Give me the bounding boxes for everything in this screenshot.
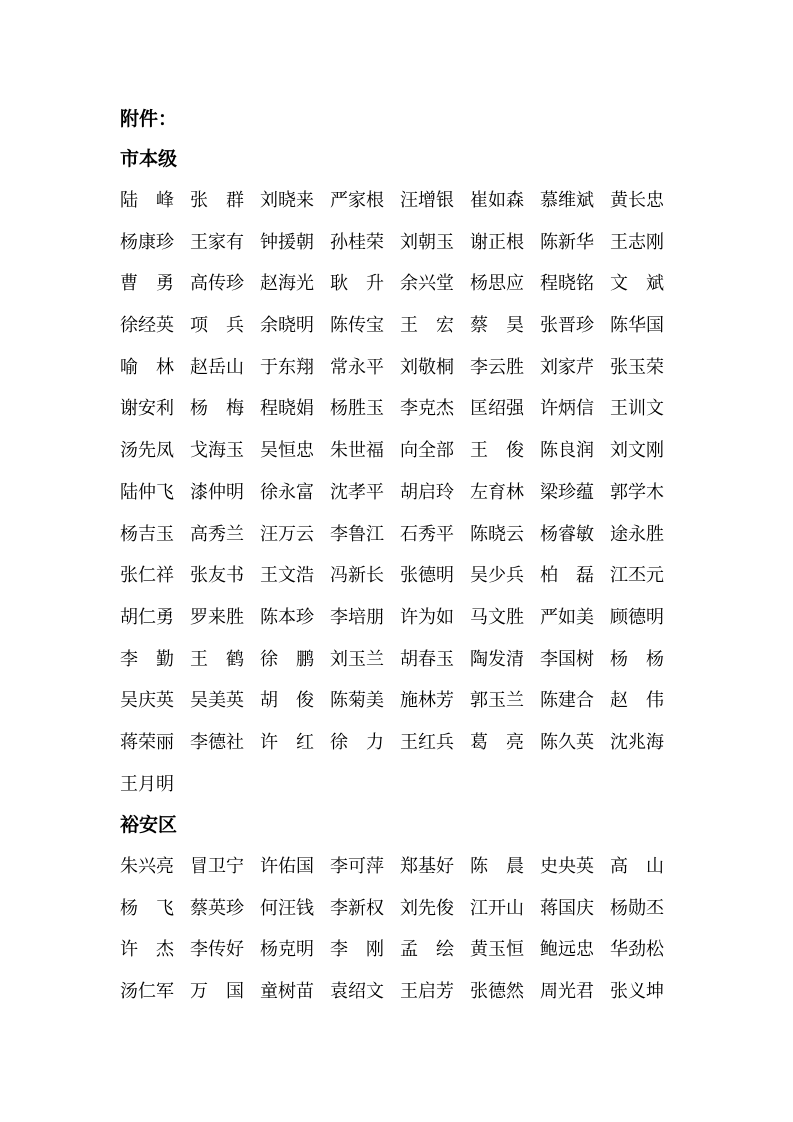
person-name: 张玉荣 <box>610 356 664 378</box>
person-name: 徐永富 <box>260 481 314 503</box>
person-name: 杨胜玉 <box>330 398 384 420</box>
person-name: 匡绍强 <box>470 398 524 420</box>
person-name: 程晓娟 <box>260 398 314 420</box>
person-name: 胡启玲 <box>400 481 454 503</box>
person-name: 李鲁江 <box>330 523 384 545</box>
attachment-label: 附件： <box>120 108 178 130</box>
person-name: 余晓明 <box>260 315 314 337</box>
person-name: 杨康珍 <box>120 231 174 253</box>
person-name: 马文胜 <box>470 606 524 628</box>
person-name: 王家有 <box>190 231 244 253</box>
person-name: 江开山 <box>470 897 524 919</box>
person-name: 崔如森 <box>470 190 524 211</box>
person-name: 程晓铭 <box>540 273 594 295</box>
person-name: 许为如 <box>400 606 454 628</box>
person-name: 王 宏 <box>400 315 454 337</box>
person-name: 王月明 <box>120 773 174 795</box>
person-name: 郑基好 <box>400 856 454 877</box>
person-name: 徐 鹏 <box>260 648 314 670</box>
person-name: 杨睿敏 <box>540 523 594 545</box>
person-name: 孟 绘 <box>400 939 454 961</box>
person-name: 柏 磊 <box>540 565 594 587</box>
person-name: 杨 飞 <box>120 897 174 919</box>
person-name: 陶发清 <box>470 648 524 670</box>
person-name: 陈良润 <box>540 440 594 462</box>
person-name: 李国树 <box>540 648 594 670</box>
person-name: 郭玉兰 <box>470 690 524 712</box>
person-name: 严家根 <box>330 190 384 211</box>
person-name: 项 兵 <box>190 315 244 337</box>
person-name: 张德明 <box>400 565 454 587</box>
person-name: 沈孝平 <box>330 481 384 503</box>
person-name: 罗来胜 <box>190 606 244 628</box>
person-name: 李克杰 <box>400 398 454 420</box>
person-name: 徐经英 <box>120 315 174 337</box>
person-name: 王 鹤 <box>190 648 244 670</box>
person-name: 许佑国 <box>260 856 314 877</box>
person-name: 江丕元 <box>610 565 664 587</box>
person-name: 杨思应 <box>470 273 524 295</box>
person-name: 李培朋 <box>330 606 384 628</box>
person-name: 谢正根 <box>470 231 524 253</box>
person-name: 刘朝玉 <box>400 231 454 253</box>
person-name: 李新权 <box>330 897 384 919</box>
person-name: 童树苗 <box>260 981 314 1003</box>
person-name: 王 俊 <box>470 440 524 462</box>
person-name: 文 斌 <box>610 273 664 295</box>
person-name: 张仁祥 <box>120 565 174 587</box>
person-name: 史央英 <box>540 856 594 877</box>
person-name: 汤仁军 <box>120 981 174 1003</box>
person-name: 汤先凤 <box>120 440 174 462</box>
person-name: 向全部 <box>400 440 454 462</box>
person-name: 陈传宝 <box>330 315 384 337</box>
person-name: 王红兵 <box>400 731 454 753</box>
person-name: 袁绍文 <box>330 981 384 1003</box>
person-name: 汪万云 <box>260 523 314 545</box>
person-name: 高 山 <box>610 856 664 877</box>
person-name: 汪增银 <box>400 190 454 211</box>
person-name: 李德社 <box>190 731 244 753</box>
person-name: 慕维斌 <box>540 190 594 211</box>
person-name: 张义坤 <box>610 981 664 1003</box>
person-name: 曹 勇 <box>120 273 174 295</box>
person-name: 杨吉玉 <box>120 523 174 545</box>
person-name: 高秀兰 <box>190 523 244 545</box>
person-name: 杨 梅 <box>190 398 244 420</box>
person-name: 陆 峰 <box>120 190 174 211</box>
person-name: 李 刚 <box>330 939 384 961</box>
person-name: 陈菊美 <box>330 690 384 712</box>
section-title-city-level: 市本级 <box>120 148 178 170</box>
person-name: 赵海光 <box>260 273 314 295</box>
person-name: 常永平 <box>330 356 384 378</box>
person-name: 刘文刚 <box>610 440 664 462</box>
person-name: 施林芳 <box>400 690 454 712</box>
person-name: 郭学木 <box>610 481 664 503</box>
section-title-yuan-district: 裕安区 <box>120 814 178 836</box>
person-name: 胡 俊 <box>260 690 314 712</box>
person-name: 胡春玉 <box>400 648 454 670</box>
person-name: 于东翔 <box>260 356 314 378</box>
person-name: 蒋荣丽 <box>120 731 174 753</box>
person-name: 华劲松 <box>610 939 664 961</box>
person-name: 徐 力 <box>330 731 384 753</box>
person-name: 李可萍 <box>330 856 384 877</box>
person-name: 王志刚 <box>610 231 664 253</box>
person-name: 许 杰 <box>120 939 174 961</box>
person-name: 张 群 <box>190 190 244 211</box>
person-name: 陆仲飞 <box>120 481 174 503</box>
person-name: 万 国 <box>190 981 244 1003</box>
person-name: 刘家芹 <box>540 356 594 378</box>
person-name: 陈新华 <box>540 231 594 253</box>
person-name: 孙桂荣 <box>330 231 384 253</box>
person-name: 陈华国 <box>610 315 664 337</box>
person-name: 冒卫宁 <box>190 856 244 877</box>
person-name: 王训文 <box>610 398 664 420</box>
person-name: 吴庆英 <box>120 690 174 712</box>
person-name: 陈久英 <box>540 731 594 753</box>
person-name: 刘玉兰 <box>330 648 384 670</box>
person-name: 胡仁勇 <box>120 606 174 628</box>
person-name: 张晋珍 <box>540 315 594 337</box>
person-name: 葛 亮 <box>470 731 524 753</box>
person-name: 刘敬桐 <box>400 356 454 378</box>
person-name: 耿 升 <box>330 273 384 295</box>
person-name: 左育林 <box>470 481 524 503</box>
person-name: 黄玉恒 <box>470 939 524 961</box>
person-name: 何汪钱 <box>260 897 314 919</box>
person-name: 周光君 <box>540 981 594 1003</box>
person-name: 杨克明 <box>260 939 314 961</box>
person-name: 王文浩 <box>260 565 314 587</box>
person-name: 吴恒忠 <box>260 440 314 462</box>
person-name: 蒋国庆 <box>540 897 594 919</box>
person-name: 冯新长 <box>330 565 384 587</box>
person-name: 杨 杨 <box>610 648 664 670</box>
person-name: 余兴堂 <box>400 273 454 295</box>
person-name: 陈 晨 <box>470 856 524 877</box>
person-name: 梁珍蕴 <box>540 481 594 503</box>
person-name: 蔡 昊 <box>470 315 524 337</box>
person-name: 沈兆海 <box>610 731 664 753</box>
person-name: 刘先俊 <box>400 897 454 919</box>
name-list-city-level <box>120 180 680 805</box>
person-name: 谢安利 <box>120 398 174 420</box>
person-name: 蔡英珍 <box>190 897 244 919</box>
person-name: 李 勤 <box>120 648 174 670</box>
person-name: 戈海玉 <box>190 440 244 462</box>
person-name: 漆仲明 <box>190 481 244 503</box>
person-name: 顾德明 <box>610 606 664 628</box>
person-name: 石秀平 <box>400 523 454 545</box>
person-name: 李云胜 <box>470 356 524 378</box>
person-name: 吴少兵 <box>470 565 524 587</box>
person-name: 刘晓来 <box>260 190 314 211</box>
person-name: 钟援朝 <box>260 231 314 253</box>
person-name: 吴美英 <box>190 690 244 712</box>
person-name: 喻 林 <box>120 356 174 378</box>
person-name: 王启芳 <box>400 981 454 1003</box>
person-name: 张友书 <box>190 565 244 587</box>
name-list-yuan-district <box>120 846 680 1013</box>
person-name: 黄长忠 <box>610 190 664 211</box>
person-name: 陈本珍 <box>260 606 314 628</box>
person-name: 朱世福 <box>330 440 384 462</box>
person-name: 杨勋丕 <box>610 897 664 919</box>
person-name: 赵岳山 <box>190 356 244 378</box>
person-name: 朱兴亮 <box>120 856 174 877</box>
person-name: 严如美 <box>540 606 594 628</box>
person-name: 高传珍 <box>190 273 244 295</box>
person-name: 许炳信 <box>540 398 594 420</box>
person-name: 张德然 <box>470 981 524 1003</box>
person-name: 途永胜 <box>610 523 664 545</box>
person-name: 鲍远忠 <box>540 939 594 961</box>
person-name: 陈建合 <box>540 690 594 712</box>
person-name: 李传好 <box>190 939 244 961</box>
person-name: 赵 伟 <box>610 690 664 712</box>
person-name: 许 红 <box>260 731 314 753</box>
person-name: 陈晓云 <box>470 523 524 545</box>
